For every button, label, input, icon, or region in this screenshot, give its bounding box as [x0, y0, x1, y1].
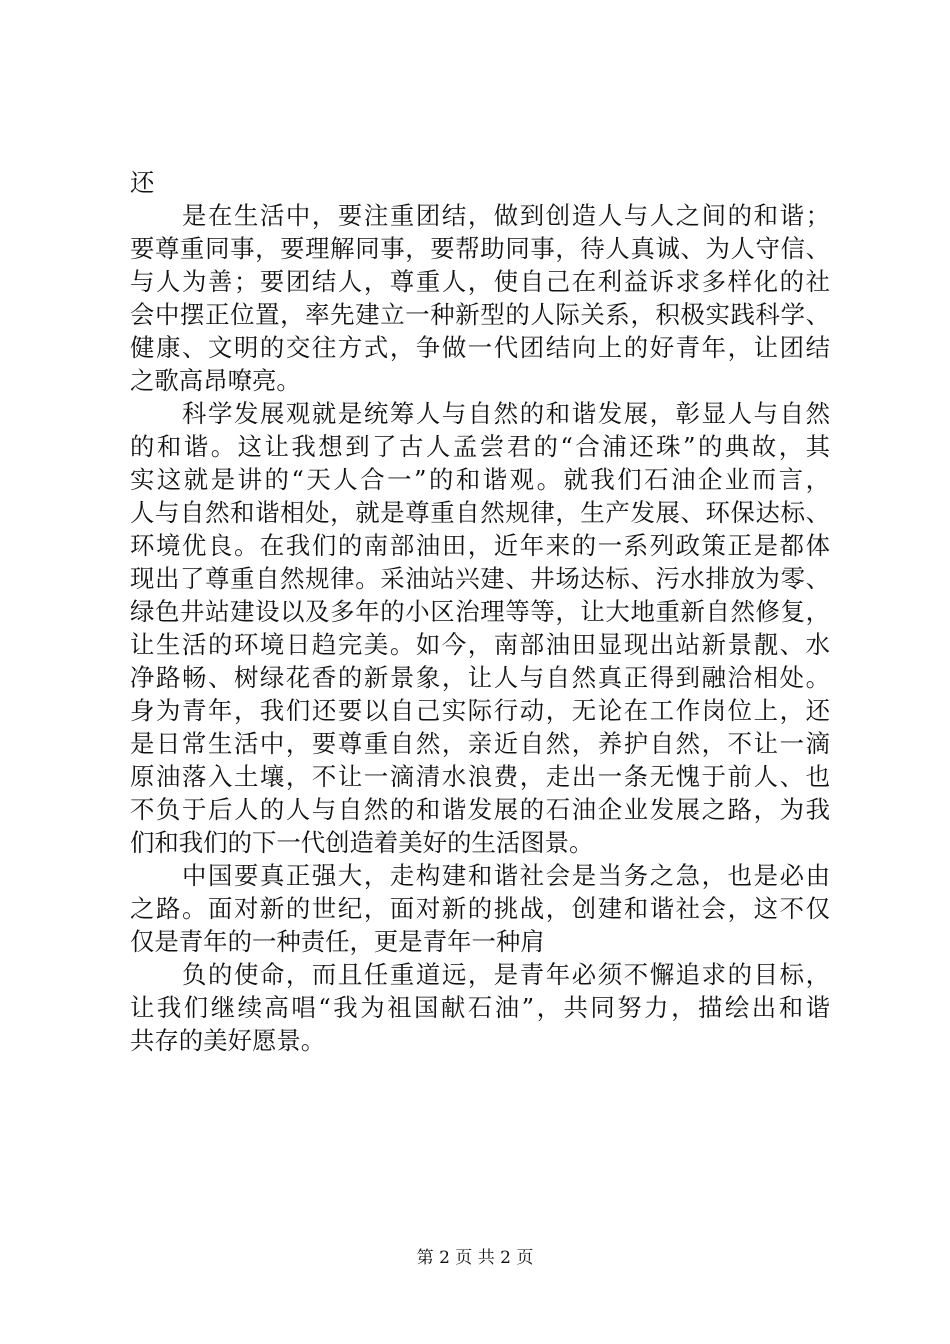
text-line: 负的使命，而且任重道远，是青年必须不懈追求的目标，	[182, 960, 830, 989]
text-line: 仅是青年的一种责任，更是青年一种肩	[130, 927, 545, 956]
text-line: 会中摆正位置，率先建立一种新型的人际关系，积极实践科学、	[130, 300, 830, 329]
text-line: 让生活的环境日趋完美。如今，南部油田显现出站新景靓、水	[130, 630, 830, 659]
text-line: 的和谐。这让我想到了古人孟尝君的“合浦还珠”的典故，其	[130, 432, 830, 461]
text-line: 之歌高昂嘹亮。	[130, 366, 301, 395]
text-line: 绿色井站建设以及多年的小区治理等等，让大地重新自然修复，	[130, 597, 830, 626]
text-line: 不负于后人的人与自然的和谐发展的石油企业发展之路，为我	[130, 795, 830, 824]
document-body	[130, 166, 830, 1057]
text-line: 还	[130, 168, 155, 197]
text-line: 原油落入土壤，不让一滴清水浪费，走出一条无愧于前人、也	[130, 762, 830, 791]
text-line: 净路畅、树绿花香的新景象，让人与自然真正得到融洽相处。	[130, 663, 830, 692]
text-line: 是在生活中，要注重团结，做到创造人与人之间的和谐；	[182, 201, 830, 230]
text-line: 让我们继续高唱“我为祖国献石油”，共同努力，描绘出和谐	[130, 993, 830, 1022]
text-line: 环境优良。在我们的南部油田，近年来的一系列政策正是都体	[130, 531, 830, 560]
text-line: 现出了尊重自然规律。采油站兴建、井场达标、污水排放为零、	[130, 564, 830, 593]
text-line: 之路。面对新的世纪，面对新的挑战，创建和谐社会，这不仅	[130, 894, 830, 923]
text-line: 科学发展观就是统筹人与自然的和谐发展，彰显人与自然	[182, 399, 830, 428]
text-line: 要尊重同事，要理解同事，要帮助同事，待人真诚、为人守信、	[130, 234, 830, 263]
text-line: 共存的美好愿景。	[130, 1026, 326, 1055]
page-footer: 第 2 页 共 2 页	[416, 1248, 534, 1268]
text-line: 与人为善；要团结人，尊重人，使自己在利益诉求多样化的社	[130, 267, 830, 296]
text-line: 身为青年，我们还要以自己实际行动，无论在工作岗位上，还	[130, 696, 830, 725]
text-line: 健康、文明的交往方式，争做一代团结向上的好青年，让团结	[130, 333, 830, 362]
text-line: 人与自然和谐相处，就是尊重自然规律，生产发展、环保达标、	[130, 498, 830, 527]
text-line: 们和我们的下一代创造着美好的生活图景。	[130, 828, 594, 857]
text-line: 中国要真正强大，走构建和谐社会是当务之急，也是必由	[182, 861, 830, 890]
text-line: 是日常生活中，要尊重自然，亲近自然，养护自然，不让一滴	[130, 729, 830, 758]
text-line: 实这就是讲的“天人合一”的和谐观。就我们石油企业而言，	[130, 465, 830, 494]
